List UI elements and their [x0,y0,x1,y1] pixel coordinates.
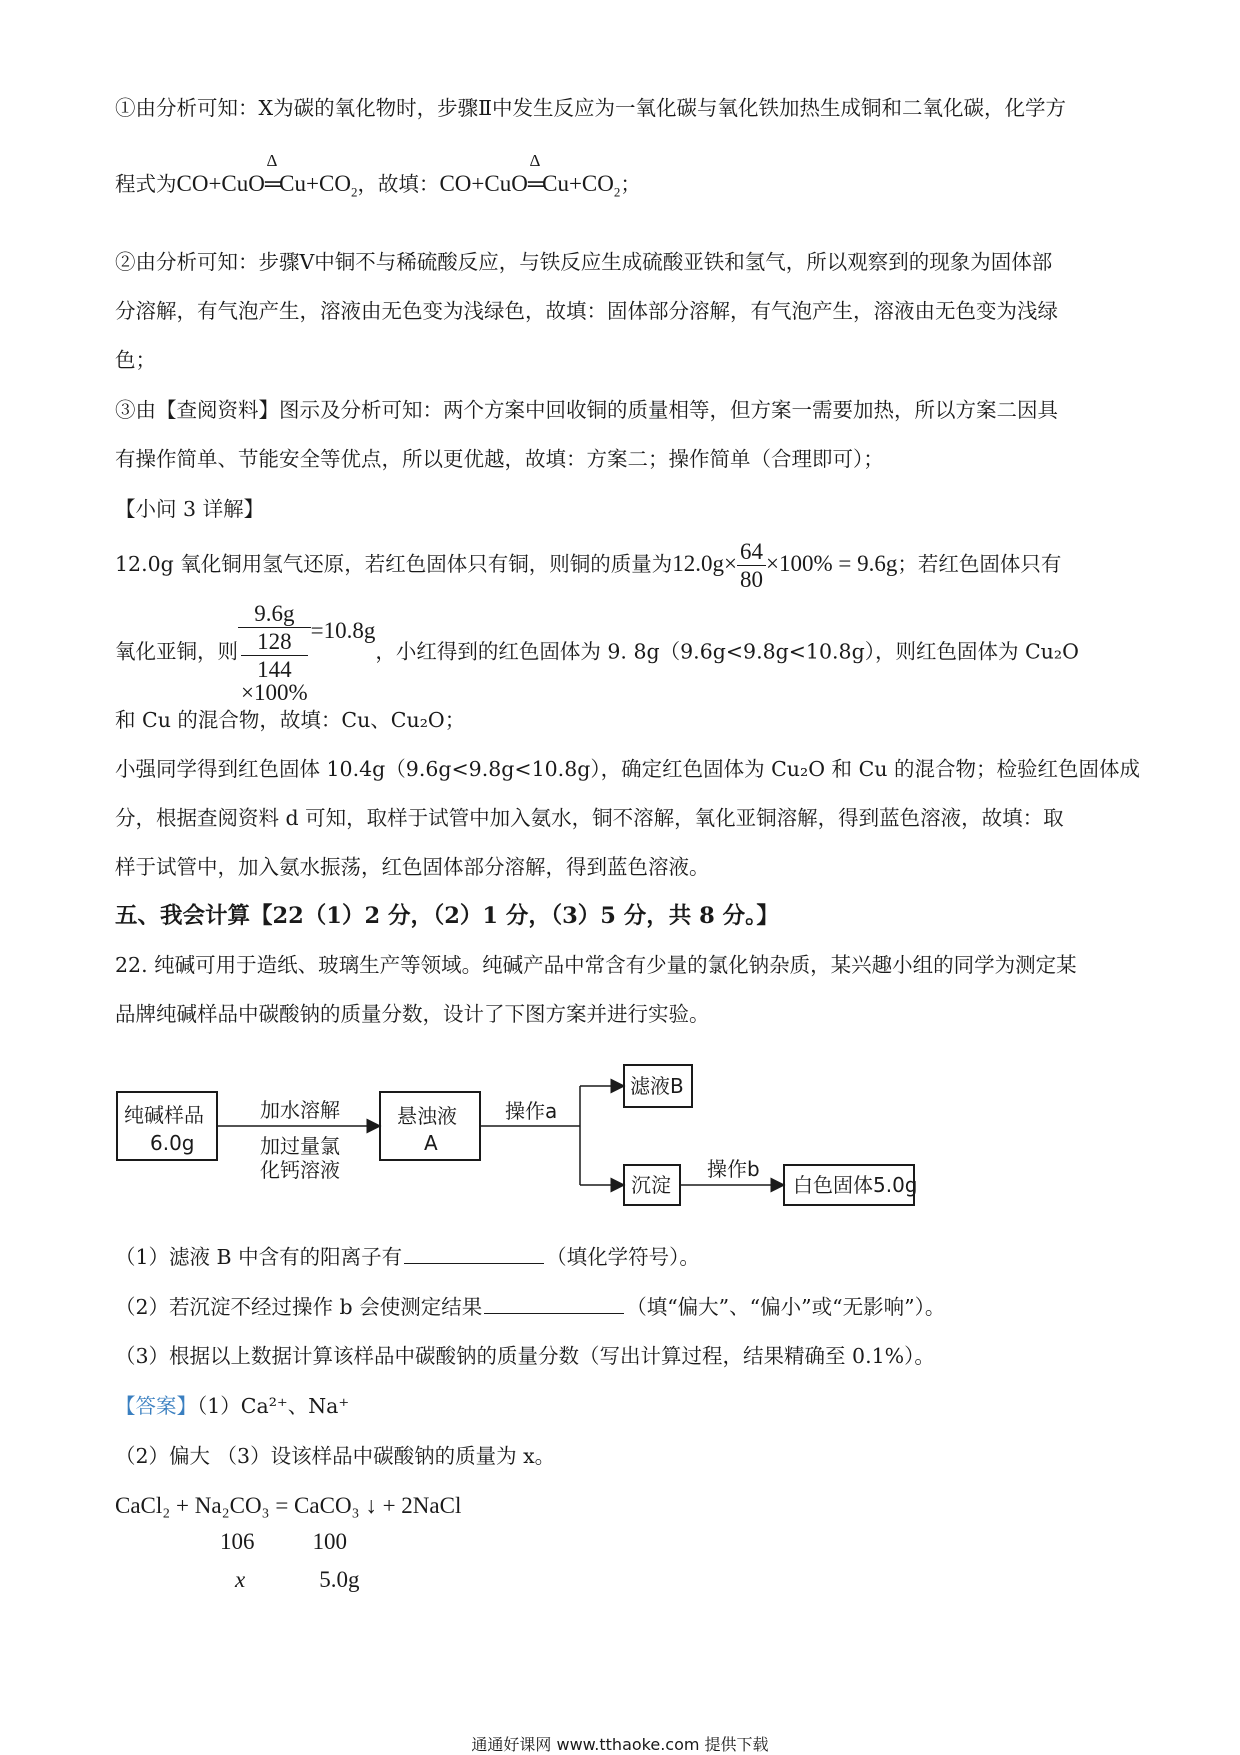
heat-equals: Δ ═ [527,151,543,196]
calc-prefix: 12.0g× [672,550,738,576]
text-suffix: ；若红色固体只有 [897,551,1062,576]
filtrate-label: 滤液B [630,1074,684,1098]
fraction-den: 144 [257,657,292,682]
molar-mass-na2co3: 106 [220,1529,255,1554]
fraction-num: 64 [737,540,766,566]
para-2c: 色； [115,348,156,372]
answer-blank-1[interactable] [404,1262,544,1264]
equation-co-cuo-repeat [439,151,621,200]
answer-1-text: （1）Ca²⁺、Na⁺ [197,1394,350,1418]
para-8c: 样于试管中，加入氨水振荡，红色固体部分溶解，得到蓝色溶液。 [115,855,710,879]
subheading-q3: 【小问 3 详解】 [115,497,265,521]
para-1b [115,151,641,200]
para-8b: 分，根据查阅资料 d 可知，取样于试管中加入氨水，铜不溶解，氧化亚铜溶解，得到蓝色溶液，故填：取 [115,806,1064,830]
eq-rhs: Cu+CO [542,171,614,196]
unknown-x: x [235,1567,246,1592]
para-1a: ①由分析可知：X为碳的氧化物时，步骤Ⅱ中发生反应为一氧化碳与氧化铁加热生成铜和二氧化碳，化学方 [115,96,1067,120]
text-prefix: （2）若沉淀不经过操作 b 会使测定结果 [115,1295,483,1319]
suspension-label: 悬浊液 [397,1104,457,1128]
question-22a: 22. 纯碱可用于造纸、玻璃生产等领域。纯碱产品中常含有少量的氯化钠杂质，某兴趣小组的同学为测定某 [115,953,1077,977]
step-dissolve-label: 加水溶解 [260,1098,340,1122]
mass-caco3: 5.0g [319,1567,360,1592]
calc-result: =10.8g [310,618,376,644]
fraction-num: 9.6g [238,602,311,628]
para-2b: 分溶解，有气泡产生，溶液由无色变为浅绿色，故填：固体部分溶解，有气泡产生，溶液由无色变为浅绿 [115,299,1058,323]
text-prefix: （1）滤液 B 中含有的阳离子有 [115,1245,403,1269]
chemical-equation: CaCl₂ + Na₂CO₃ = CaCO₃ ↓ + 2NaCl [115,1493,462,1518]
subquestion-1 [115,1247,700,1268]
eq-rhs: Cu+CO [279,171,351,196]
para-3b: 有操作简单、节能安全等优点，所以更优越，故填：方案二；操作简单（合理即可）； [115,447,884,471]
sample-mass: 6.0g [150,1131,195,1155]
cu-mass-calc [672,539,898,592]
precipitate-label: 沉淀 [631,1173,671,1197]
heat-equals: Δ ═ [264,151,280,196]
heat-mark: Δ [529,151,541,170]
fraction-64-80 [737,540,766,591]
text-suffix: （填化学符号）。 [546,1245,700,1269]
subquestion-2 [115,1297,945,1318]
text-suffix: （填“偏大”、“偏小”或“无影响”）。 [626,1295,946,1319]
answer-2: （2）偏大 （3）设该样品中碳酸钠的质量为 x。 [115,1444,556,1468]
suspension-letter: A [424,1131,438,1155]
text-suffix: ，小红得到的红色固体为 9. 8g（9.6g<9.8g<10.8g），则红色固体为 Cu₂O [375,639,1079,664]
white-solid-label: 白色固体5.0g [793,1173,918,1197]
para-2a: ②由分析可知：步骤Ⅴ中铜不与稀硫酸反应，与铁反应生成硫酸亚铁和氢气，所以观察到的现象为固体部 [115,250,1053,274]
text-prefix: 程式为 [115,172,177,196]
eq-sub: 2 [350,184,358,200]
eq-sub: 2 [613,184,621,200]
inner-suffix: ×100% [241,680,308,705]
heat-mark: Δ [266,151,278,170]
fraction-den [238,628,311,704]
section-heading: 五、我会计算【22（1）2 分，（2）1 分，（3）5 分，共 8 分。】 [115,903,779,929]
fraction-num: 128 [241,630,308,656]
fraction-den: 80 [740,567,764,592]
question-22b: 品牌纯碱样品中碳酸钠的质量分数，设计了下图方案并进行实验。 [115,1002,710,1026]
sample-label: 纯碱样品 [124,1103,204,1127]
step-add-cacl2-label-2: 化钙溶液 [260,1158,340,1182]
answer-1 [115,1396,349,1417]
subquestion-3: （3）根据以上数据计算该样品中碳酸钠的质量分数（写出计算过程，结果精确至 0.1%）。 [115,1344,935,1368]
eq-lhs: CO+CuO [439,171,528,196]
fraction-128-144 [241,630,308,681]
step-add-cacl2-label-1: 加过量氯 [260,1134,340,1158]
text-end: ； [620,172,641,196]
molar-mass-caco3: 100 [312,1529,347,1554]
text-prefix: 氧化亚铜，则 [115,639,238,664]
fraction-cu2o [238,602,311,704]
equation-co-cuo [176,151,358,200]
para-5 [115,540,1061,591]
operation-b-label: 操作b [707,1157,760,1181]
calc-suffix: ×100% = 9.6g [766,550,898,576]
text-mid: ，故填： [357,172,440,196]
equation-row-1 [220,1530,347,1553]
cu2o-mass-calc [238,601,376,705]
page-footer: 通通好课网 www.tthaoke.com 提供下载 [471,1735,769,1754]
text-prefix: 12.0g 氧化铜用氢气还原，若红色固体只有铜，则铜的质量为 [115,551,673,576]
eq-lhs: CO+CuO [176,171,265,196]
answer-label: 【答案】 [115,1394,197,1418]
para-8a: 小强同学得到红色固体 10.4g（9.6g<9.8g<10.8g），确定红色固体为 Cu₂O 和 Cu 的混合物；检验红色固体成 [115,757,1140,781]
para-7: 和 Cu 的混合物，故填：Cu、Cu₂O； [115,708,466,732]
para-3a: ③由【查阅资料】图示及分析可知：两个方案中回收铜的质量相等，但方案一需要加热，所以方案二因具 [115,398,1058,422]
experiment-flow-diagram [112,1055,972,1225]
answer-blank-2[interactable] [484,1312,624,1314]
operation-a-label: 操作a [505,1099,558,1123]
equation-row-2 [235,1568,359,1591]
para-6 [115,602,1079,704]
